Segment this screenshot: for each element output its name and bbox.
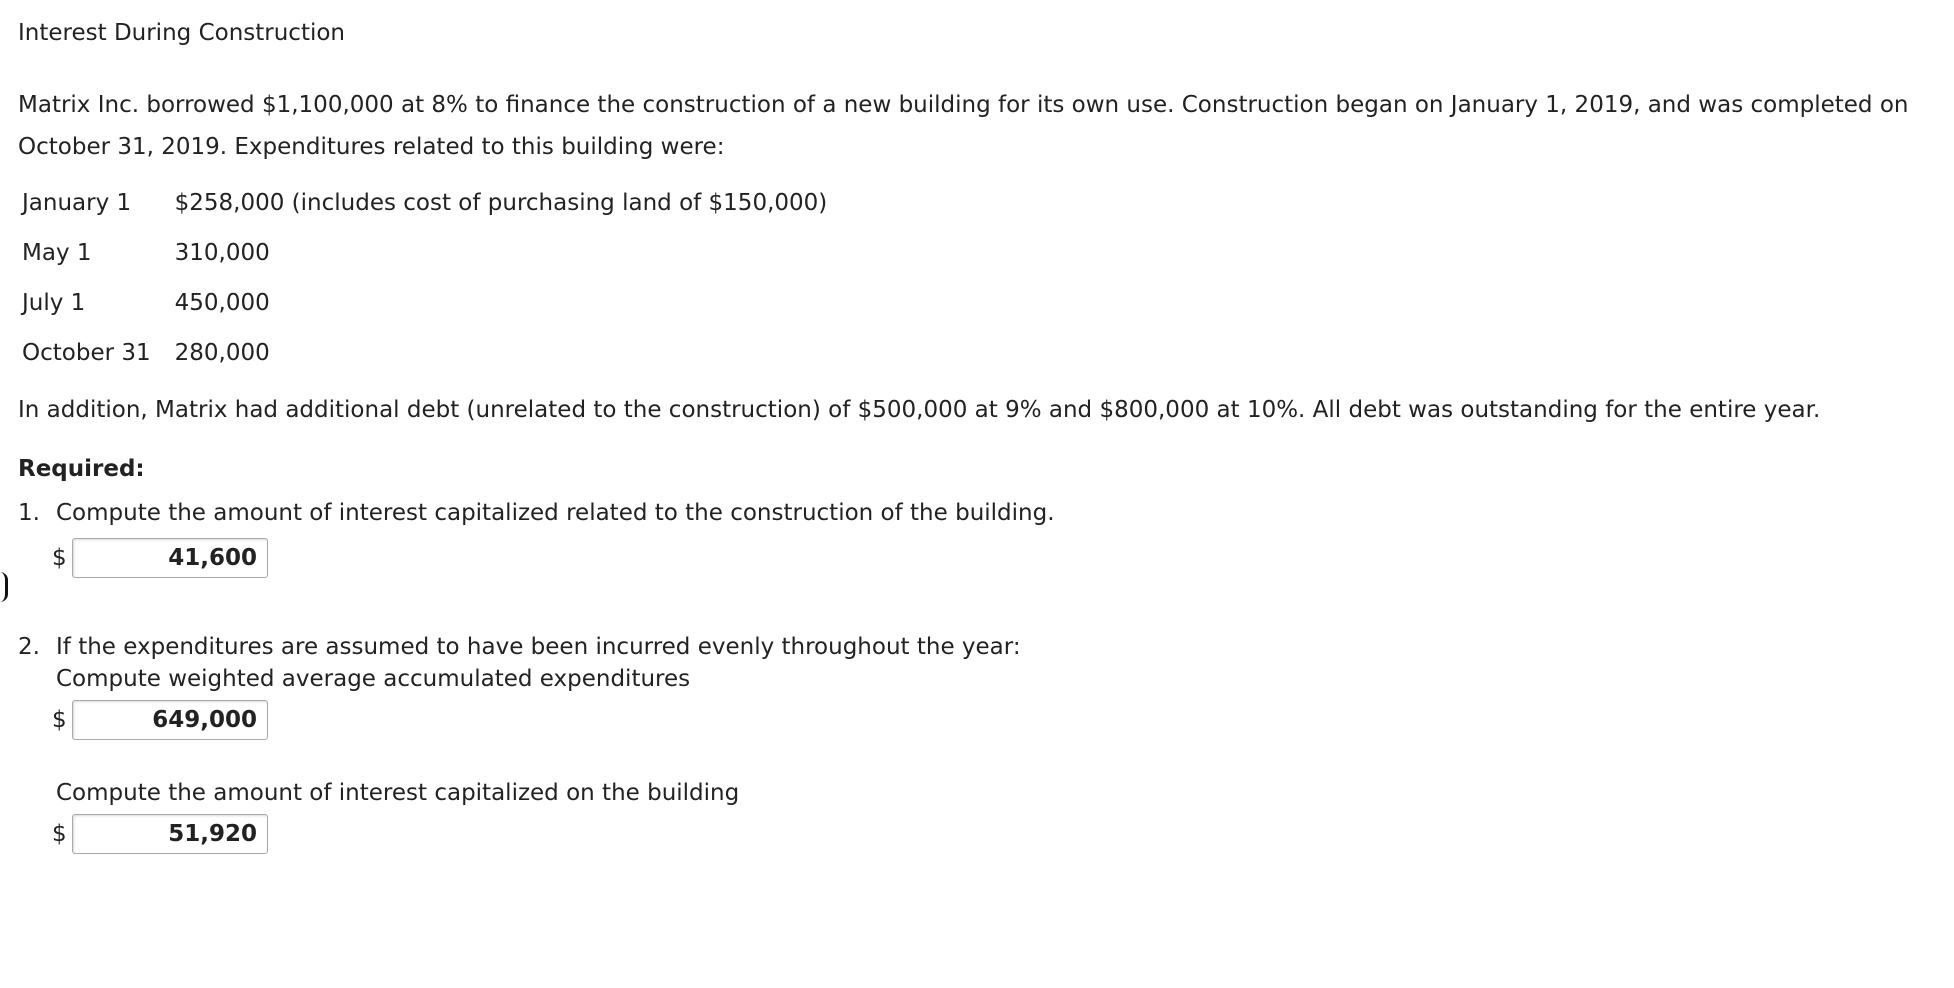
question-text: Compute the amount of interest capitalized related to the construction of the building.: [56, 500, 1055, 526]
question-number: 1.: [18, 500, 40, 526]
expenditure-amount: $258,000 (includes cost of purchasing land of $150,000): [174, 190, 828, 216]
expenditure-amount: [175, 278, 836, 328]
answer-input-weighted-average[interactable]: 649,000: [72, 700, 268, 740]
sub-question-1-text: Compute weighted average accumulated expenditures: [56, 666, 691, 692]
currency-symbol: $: [52, 821, 67, 847]
answer-row-1: [52, 538, 1948, 578]
question-2: [18, 634, 1948, 660]
expenditure-amount-value: 450,000: [174, 290, 270, 316]
answer-input-interest-capitalized[interactable]: 41,600: [72, 538, 268, 578]
table-row: [22, 278, 835, 328]
table-row: [22, 228, 835, 278]
answer-row-2a: [52, 700, 1948, 740]
expenditure-date: January 1: [22, 190, 132, 216]
page-title: Interest During Construction: [18, 20, 346, 46]
answer-input-interest-capitalized-even[interactable]: 51,920: [72, 814, 268, 854]
expenditure-date: July 1: [22, 290, 86, 316]
currency-symbol: $: [52, 545, 67, 571]
intro-paragraph: Matrix Inc. borrowed $1,100,000 at 8% to finance the construction of a new building for its own use. Construction began on January 1, 2019, and was completed on October 31, 2019. Expenditures related to this building were:: [18, 92, 1909, 160]
expenditure-amount-value: 280,000: [174, 340, 270, 366]
question-1: [18, 500, 1948, 526]
side-marker: [0, 572, 8, 602]
sub-question-2-text: Compute the amount of interest capitalized on the building: [56, 780, 740, 806]
expenditure-amount: [175, 228, 836, 278]
expenditure-amount: [175, 328, 836, 378]
table-row: [22, 328, 835, 378]
expenditure-amount-value: 310,000: [174, 240, 270, 266]
expenditures-table: [22, 178, 835, 378]
table-row: [22, 178, 835, 228]
required-heading: Required:: [18, 456, 145, 482]
answer-row-2b: [52, 814, 1948, 854]
expenditure-date: May 1: [22, 240, 92, 266]
question-text: If the expenditures are assumed to have been incurred evenly throughout the year:: [56, 634, 1021, 660]
expenditure-date: October 31: [22, 340, 151, 366]
additional-debt-paragraph: In addition, Matrix had additional debt (unrelated to the construction) of $500,000 at 9% and $800,000 at 10%. All debt was outstanding for the entire year.: [18, 397, 1821, 423]
problem-page: [18, 18, 1948, 854]
currency-symbol: $: [52, 707, 67, 733]
question-number: 2.: [18, 634, 40, 660]
